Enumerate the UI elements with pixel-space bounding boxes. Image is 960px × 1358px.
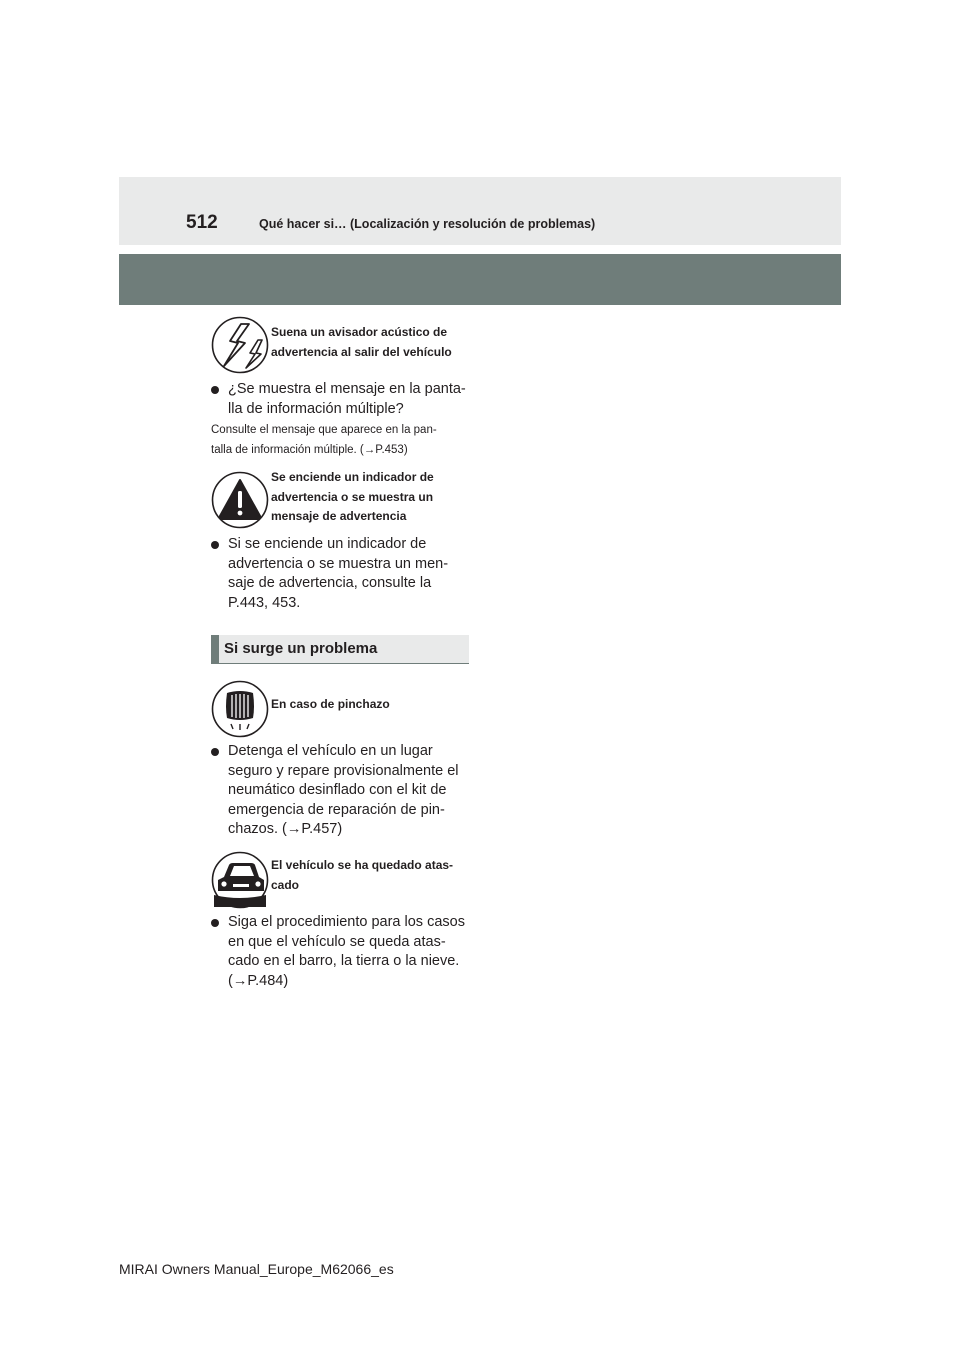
caption-line: Se enciende un indicador de bbox=[271, 470, 434, 484]
bullet-multi-info-message bbox=[211, 380, 473, 419]
bullet-line: emergencia de reparación de pin- bbox=[228, 801, 445, 818]
bullet-line: P.443, 453. bbox=[228, 594, 301, 611]
bullet-dot bbox=[211, 541, 219, 549]
bullet-line: Detenga el vehículo en un lugar bbox=[228, 743, 433, 759]
footer-text: MIRAI Owners Manual_Europe_M62066_es bbox=[119, 1261, 394, 1277]
section-heading bbox=[211, 635, 469, 664]
warning-icon bbox=[211, 471, 269, 529]
stuck-car-caption bbox=[271, 856, 471, 895]
alarm-caption bbox=[271, 323, 471, 362]
bullet-line: (→P.484) bbox=[228, 972, 289, 989]
caption-line: advertencia o se muestra un bbox=[271, 489, 434, 504]
flat-tire-caption bbox=[271, 695, 471, 715]
bullet-dot bbox=[211, 748, 219, 756]
caption-line: mensaje de advertencia bbox=[271, 509, 407, 523]
note-multi-info bbox=[211, 421, 473, 460]
bullet-line: Si se enciende un indicador de bbox=[228, 536, 427, 552]
header-band bbox=[119, 177, 841, 245]
bullet-line: advertencia o se muestra un men- bbox=[228, 555, 449, 572]
bullet-line: cado en el barro, la tierra o la nieve. bbox=[228, 953, 460, 969]
header-title: Qué hacer si… (Localización y resolución de problemas) bbox=[259, 217, 596, 231]
note-line: talla de información múltiple. (→P.453) bbox=[211, 443, 408, 456]
section-heading-text: Si surge un problema bbox=[224, 640, 378, 657]
bullet-stuck-car bbox=[211, 913, 473, 991]
section-accent bbox=[211, 635, 219, 663]
bullet-line: neumático desinflado con el kit de bbox=[228, 782, 447, 798]
bullet-dot bbox=[211, 386, 219, 394]
bullet-line: lla de información múltiple? bbox=[228, 400, 404, 417]
page-number: 512 bbox=[186, 212, 218, 233]
caption-line: advertencia al salir del vehículo bbox=[271, 344, 452, 359]
bullet-dot bbox=[211, 919, 219, 927]
bullet-flat-tire bbox=[211, 742, 473, 840]
alarm-icon bbox=[211, 316, 269, 374]
caption-line: El vehículo se ha quedado atas- bbox=[271, 858, 454, 872]
flat-tire-icon bbox=[211, 680, 269, 738]
caption-line: En caso de pinchazo bbox=[271, 697, 390, 711]
stuck-car-icon bbox=[211, 851, 269, 909]
header-bar bbox=[119, 254, 841, 305]
caption-line: Suena un avisador acústico de bbox=[271, 325, 448, 339]
bullet-warning-indicator bbox=[211, 535, 473, 613]
warning-caption bbox=[271, 468, 471, 527]
bullet-line: ¿Se muestra el mensaje en la panta- bbox=[228, 381, 466, 397]
bullet-line: chazos. (→P.457) bbox=[228, 821, 343, 837]
bullet-line: en que el vehículo se queda atas- bbox=[228, 933, 446, 950]
caption-line: cado bbox=[271, 877, 300, 892]
bullet-line: Siga el procedimiento para los casos bbox=[228, 914, 465, 930]
bullet-line: saje de advertencia, consulte la bbox=[228, 575, 432, 591]
note-line: Consulte el mensaje que aparece en la pan- bbox=[211, 424, 437, 436]
bullet-line: seguro y repare provisionalmente el bbox=[228, 762, 459, 779]
